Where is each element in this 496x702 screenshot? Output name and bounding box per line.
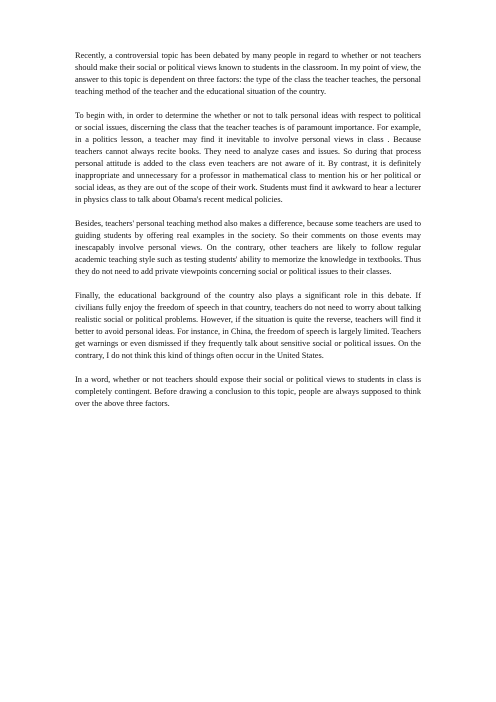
- paragraph-introduction: Recently, a controversial topic has been debated by many people in regard to whether or not teachers should make their social or political views known to students in the classroom. In my point of view, the answer to this topic is dependent on three factors: the type of the class the teacher teaches, the personal teaching method of the teacher and the educational situation of the country.: [75, 51, 421, 96]
- paragraph-teaching-method: Besides, teachers' personal teaching method also makes a difference, because some teachers are used to guiding students by offering real examples in the society. So their comments on those events may inescapably involve personal views. On the contrary, other teachers are likely to follow regular academic teaching style such as testing students' ability to memorize the knowledge in textbooks. Thus they do not need to add private viewpoints concerning social or political issues to their classes.: [75, 219, 421, 276]
- paragraph-class-type: To begin with, in order to determine the whether or not to talk personal ideas with respect to political or social issues, discerning the class that the teacher teaches is of paramount importance. For example, in a politics lesson, a teacher may find it inevitable to involve personal views in class . Because teachers cannot always recite books. They need to analyze cases and issues. So during that process personal attitude is added to the class even teachers are not aware of it. By contrast, it is definitely inappropriate and unnecessary for a professor in mathematical class to mention his or her political or social ideas, as they are out of the scope of their work. Students must find it awkward to hear a lecturer in physics class to talk about Obama's recent medical policies.: [75, 111, 421, 204]
- paragraph-educational-background: Finally, the educational background of the country also plays a significant role in this debate. If civilians fully enjoy the freedom of speech in that country, teachers do not need to worry about talking realistic social or political problems. However, if the situation is quite the reverse, teachers will find it better to avoid personal ideas. For instance, in China, the freedom of speech is largely limited. Teachers get warnings or even dismissed if they frequently talk about sensitive social or political issues. On the contrary, I do not think this kind of things often occur in the United States.: [75, 291, 421, 360]
- paragraph-conclusion: In a word, whether or not teachers should expose their social or political views to students in class is completely contingent. Before drawing a conclusion to this topic, people are always supposed to think over the above three factors.: [75, 375, 421, 408]
- document-page: [75, 50, 421, 422]
